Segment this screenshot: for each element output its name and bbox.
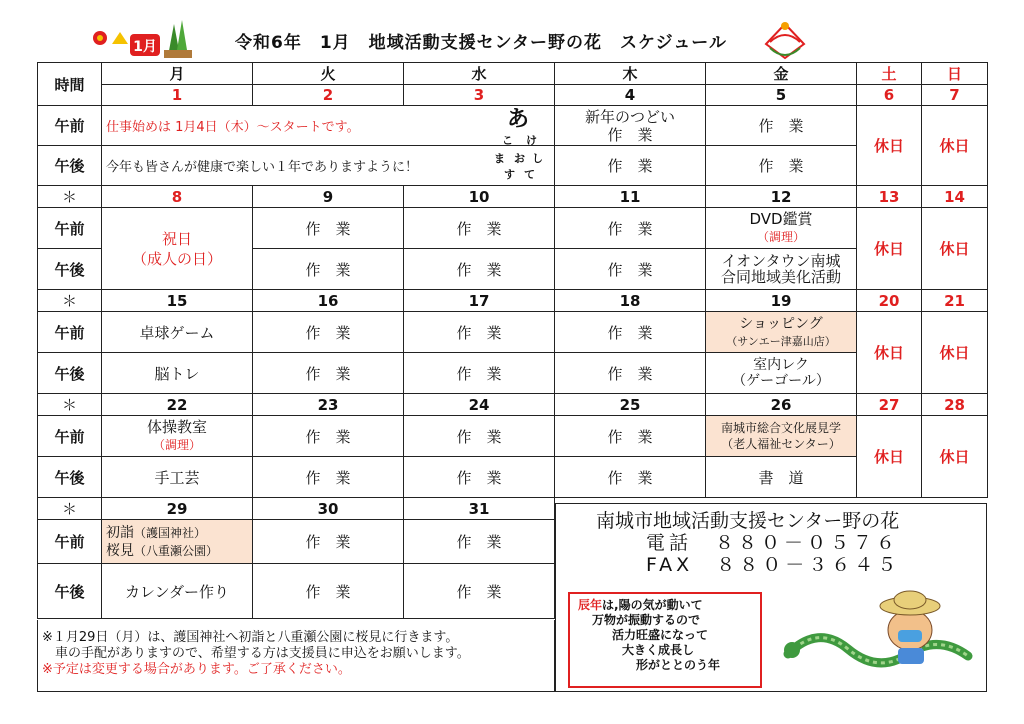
- schedule-cell: 作 業: [404, 208, 555, 249]
- start-notice: 仕事始めは 1月4日（木）～スタートです。: [102, 106, 555, 146]
- closed-cell: 休日: [857, 416, 922, 498]
- note-line: 車の手配がありますので、希望する方は支援員に申込をお願いします。: [42, 646, 470, 661]
- schedule-cell: 作 業: [555, 146, 706, 186]
- svg-text:す: す: [504, 168, 515, 181]
- dragon-year-message: [568, 592, 762, 688]
- schedule-cell: 作 業: [555, 208, 706, 249]
- date-cell: 4: [555, 85, 706, 106]
- center-info-box: [555, 503, 987, 692]
- schedule-cell: 作 業: [404, 416, 555, 457]
- event-text: イオンタウン南城: [721, 252, 841, 270]
- schedule-cell: 作 業: [253, 312, 404, 353]
- date-cell: 21: [922, 290, 988, 312]
- event-text: 合同地域美化活動: [720, 268, 841, 286]
- event-subtext: （調理）: [756, 229, 805, 244]
- event-text: ショッピング: [739, 315, 823, 332]
- date-cell: 19: [706, 290, 857, 312]
- date-cell: 29: [102, 498, 253, 520]
- new-year-message: 今年も皆さんが健康で楽しい１年でありますように！: [102, 146, 555, 186]
- day-sat: 土: [857, 63, 922, 85]
- event-text: DVD鑑賞: [749, 209, 813, 228]
- schedule-cell: 作 業: [555, 312, 706, 353]
- event-text: 初詣: [106, 524, 134, 541]
- row-marker: ＊: [38, 498, 102, 520]
- date-cell: 31: [404, 498, 555, 520]
- day-mon: 月: [102, 63, 253, 85]
- date-cell: 1: [102, 85, 253, 106]
- closed-cell: 休日: [922, 312, 988, 394]
- schedule-cell: 作 業: [253, 249, 404, 290]
- note-line-warning: ※予定は変更する場合があります。ご了承ください。: [42, 662, 351, 677]
- event-subtext: （サンエー津嘉山店）: [726, 334, 836, 348]
- day-wed: 水: [404, 63, 555, 85]
- new-year-greeting-icon: [488, 100, 546, 182]
- event-subtext: （調理）: [152, 437, 201, 452]
- message-line: は,陽の気が動いて: [602, 598, 703, 612]
- event-text: 作 業: [607, 125, 653, 144]
- day-fri: 金: [706, 63, 857, 85]
- center-fax: FAX ８８０－３６４５: [646, 554, 901, 576]
- closed-cell: 休日: [922, 106, 988, 186]
- schedule-cell: 作 業: [253, 520, 404, 564]
- day-sun: 日: [922, 63, 988, 85]
- date-cell: 30: [253, 498, 404, 520]
- message-line: 大きく成長し: [622, 643, 695, 657]
- date-cell: 20: [857, 290, 922, 312]
- schedule-cell: 作 業: [706, 106, 857, 146]
- am-label: 午前: [38, 208, 102, 249]
- message-line: 万物が振動するので: [592, 613, 701, 627]
- closed-cell: 休日: [857, 208, 922, 290]
- am-label: 午前: [38, 106, 102, 146]
- message-line: 形がととのう年: [636, 658, 721, 672]
- am-label: 午前: [38, 520, 102, 564]
- svg-text:こ: こ: [502, 134, 513, 147]
- schedule-cell: [706, 249, 857, 290]
- date-cell: 13: [857, 186, 922, 208]
- message-highlight: 辰年: [578, 598, 603, 612]
- date-cell: 17: [404, 290, 555, 312]
- closed-cell: 休日: [857, 106, 922, 186]
- date-cell: 16: [253, 290, 404, 312]
- page-title: 令和6年 1月 地域活動支援センター野の花 スケジュール: [235, 33, 727, 53]
- center-phone: 電話 ８８０－０５７６: [646, 532, 900, 554]
- time-header: 時間: [38, 63, 102, 106]
- am-label: 午前: [38, 312, 102, 353]
- date-cell: 7: [922, 85, 988, 106]
- date-cell: 24: [404, 394, 555, 416]
- row-marker: ＊: [38, 290, 102, 312]
- schedule-cell: カレンダー作り: [102, 564, 253, 619]
- date-cell: 15: [102, 290, 253, 312]
- date-cell: 27: [857, 394, 922, 416]
- schedule-cell: 作 業: [404, 564, 555, 619]
- date-cell: 12: [706, 186, 857, 208]
- date-cell: 25: [555, 394, 706, 416]
- schedule-cell: 作 業: [555, 457, 706, 498]
- svg-text:ま: ま: [494, 152, 505, 165]
- schedule-cell: 作 業: [404, 312, 555, 353]
- svg-text:し: し: [532, 152, 543, 165]
- closed-cell: 休日: [922, 208, 988, 290]
- pm-label: 午後: [38, 457, 102, 498]
- event-text: 桜見: [106, 542, 134, 559]
- svg-text:て: て: [524, 168, 535, 181]
- event-subtext: （八重瀬公園）: [134, 543, 219, 558]
- event-text: 南城市総合文化展見学: [720, 421, 841, 435]
- schedule-cell: 作 業: [404, 457, 555, 498]
- schedule-cell: [102, 416, 253, 457]
- date-cell: 28: [922, 394, 988, 416]
- schedule-cell: 作 業: [404, 520, 555, 564]
- center-name: 南城市地域活動支援センター野の花: [596, 510, 900, 532]
- date-cell: 11: [555, 186, 706, 208]
- holiday-text: 祝日: [161, 229, 192, 248]
- event-subtext: （護国神社）: [134, 525, 207, 540]
- schedule-cell: 作 業: [555, 353, 706, 394]
- date-cell: 26: [706, 394, 857, 416]
- month-badge-text: 1月: [133, 39, 157, 55]
- date-cell: 2: [253, 85, 404, 106]
- svg-text:お: お: [514, 152, 525, 165]
- date-cell: 10: [404, 186, 555, 208]
- pm-label: 午後: [38, 249, 102, 290]
- event-subtext: （老人福祉センター）: [721, 437, 841, 451]
- date-cell: 18: [555, 290, 706, 312]
- closed-cell: 休日: [922, 416, 988, 498]
- am-label: 午前: [38, 416, 102, 457]
- svg-text:あ: あ: [506, 106, 530, 132]
- schedule-cell: 手工芸: [102, 457, 253, 498]
- date-cell: 3: [404, 85, 555, 106]
- pm-label: 午後: [38, 146, 102, 186]
- date-cell: 5: [706, 85, 857, 106]
- event-text: 新年のつどい: [584, 107, 675, 126]
- schedule-cell: 卓球ゲーム: [102, 312, 253, 353]
- new-year-decoration-icon: [90, 14, 200, 60]
- schedule-cell: 作 業: [706, 146, 857, 186]
- schedule-cell: 作 業: [253, 416, 404, 457]
- note-line: ※１月29日（月）は、護国神社へ初詣と八重瀬公園に桜見に行きます。: [42, 630, 459, 645]
- mizuhiki-decoration-icon: [760, 18, 810, 62]
- message-line: 活力旺盛になって: [612, 628, 709, 642]
- schedule-cell: 作 業: [555, 249, 706, 290]
- date-cell: 8: [102, 186, 253, 208]
- svg-text:け: け: [526, 134, 537, 147]
- schedule-cell: 作 業: [253, 353, 404, 394]
- date-cell: 14: [922, 186, 988, 208]
- schedule-cell: [555, 106, 706, 146]
- event-text: 室内レク: [753, 357, 809, 373]
- holiday-cell: [102, 208, 253, 290]
- schedule-cell: 作 業: [253, 564, 404, 619]
- day-thu: 木: [555, 63, 706, 85]
- schedule-cell: 作 業: [555, 416, 706, 457]
- pm-label: 午後: [38, 353, 102, 394]
- row-marker: ＊: [38, 394, 102, 416]
- schedule-cell: 脳トレ: [102, 353, 253, 394]
- schedule-cell: 作 業: [253, 457, 404, 498]
- schedule-cell: [706, 416, 857, 457]
- holiday-text: （成人の日）: [131, 249, 222, 268]
- event-text: 体操教室: [146, 417, 207, 436]
- row-marker: ＊: [38, 186, 102, 208]
- schedule-cell: 作 業: [253, 208, 404, 249]
- schedule-cell: [102, 520, 253, 564]
- schedule-cell: 作 業: [404, 249, 555, 290]
- schedule-cell: 作 業: [404, 353, 555, 394]
- date-cell: 9: [253, 186, 404, 208]
- event-text: （ゲーゴール）: [732, 373, 830, 389]
- schedule-cell: 書 道: [706, 457, 857, 498]
- day-tue: 火: [253, 63, 404, 85]
- dragon-illustration-icon: [778, 584, 978, 684]
- closed-cell: 休日: [857, 312, 922, 394]
- schedule-cell: [706, 353, 857, 394]
- date-cell: 6: [857, 85, 922, 106]
- schedule-cell: [706, 208, 857, 249]
- date-cell: 22: [102, 394, 253, 416]
- date-cell: 23: [253, 394, 404, 416]
- pm-label: 午後: [38, 564, 102, 619]
- schedule-cell: [706, 312, 857, 353]
- notes-box: [37, 620, 555, 692]
